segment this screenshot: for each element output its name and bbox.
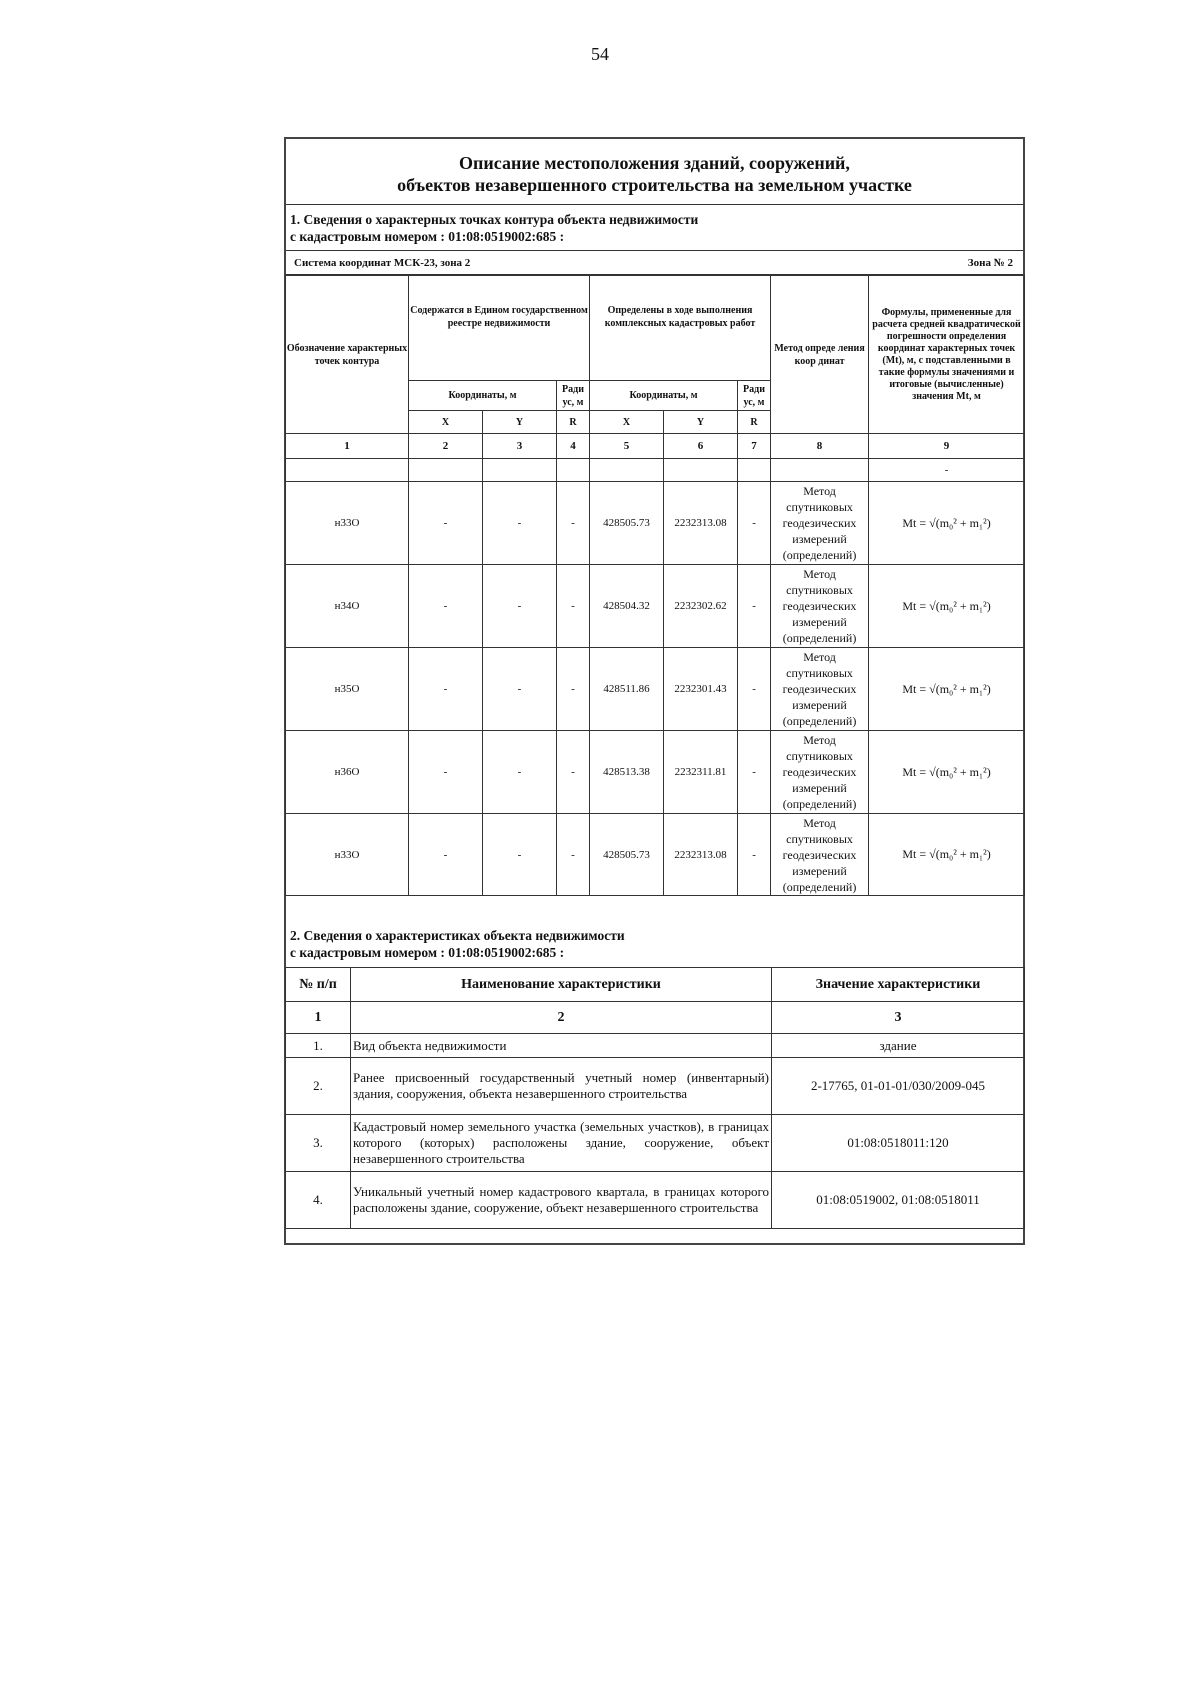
section-2-line-2: с кадастровым номером : 01:08:0519002:685 : (290, 945, 565, 960)
method: Метод спутниковых геодезических измерений (определений) (771, 731, 869, 814)
registry-x: - (409, 648, 483, 731)
table-row (286, 1115, 1025, 1172)
characteristic-name: Вид объекта недвижимости (351, 1034, 772, 1058)
point-name: н35О (286, 648, 409, 731)
col-num: 5 (590, 434, 664, 459)
complex-y: 2232302.62 (664, 565, 738, 648)
registry-y: - (483, 648, 557, 731)
table-row (286, 1034, 1025, 1058)
section-1-heading (286, 205, 1023, 251)
method: Метод спутниковых геодезических измерений (определений) (771, 814, 869, 896)
title-line-2: объектов незавершенного строительства на земельном участке (397, 175, 912, 195)
section-2-heading (286, 905, 1023, 967)
method: Метод спутниковых геодезических измерений (определений) (771, 565, 869, 648)
registry-r: - (557, 482, 590, 565)
characteristic-name: Кадастровый номер земельного участка (земельных участков), в границах которого (которых) расположены здание, сооружение, объект незавершенного строительства (351, 1115, 772, 1172)
coordinate-system: Система координат МСК-23, зона 2 (294, 257, 471, 269)
complex-x: 428504.32 (590, 565, 664, 648)
complex-x: 428505.73 (590, 814, 664, 896)
header-radius-registry: Ради ус, м (557, 381, 590, 411)
header-y-registry: Y (483, 411, 557, 434)
formula: Mt = √(m₀² + m₁²) (869, 731, 1025, 814)
registry-r: - (557, 648, 590, 731)
header-value: Значение характеристики (772, 968, 1025, 1002)
header-coords-registry: Координаты, м (409, 381, 557, 411)
registry-x: - (409, 814, 483, 896)
registry-x: - (409, 565, 483, 648)
formula: Mt = √(m₀² + m₁²) (869, 565, 1025, 648)
header-formulas: Формулы, примененные для расчета средней квадратической погрешности определения координат характерных точек (Mt), м, с подставленными в такие формулы значениями и итоговые (вычисленные) значения Mt, м (869, 276, 1025, 434)
col-num: 6 (664, 434, 738, 459)
point-name: н34О (286, 565, 409, 648)
col-num: 2 (351, 1002, 772, 1034)
section-1-line-1: 1. Сведения о характерных точках контура объекта недвижимости (290, 212, 699, 227)
header-complex: Определены в ходе выполнения комплексных кадастровых работ (590, 276, 771, 381)
method: Метод спутниковых геодезических измерений (определений) (771, 482, 869, 565)
header-name: Наименование характеристики (351, 968, 772, 1002)
col-num: 4 (557, 434, 590, 459)
col-num: 8 (771, 434, 869, 459)
registry-r: - (557, 565, 590, 648)
page-number: 54 (591, 44, 609, 64)
col-num: 9 (869, 434, 1025, 459)
col-num: 1 (286, 1002, 351, 1034)
header-coords-complex: Координаты, м (590, 381, 738, 411)
complex-r: - (738, 814, 771, 896)
registry-r: - (557, 814, 590, 896)
complex-x: 428505.73 (590, 482, 664, 565)
formula: Mt = √(m₀² + m₁²) (869, 482, 1025, 565)
registry-y: - (483, 731, 557, 814)
complex-y: 2232301.43 (664, 648, 738, 731)
document-frame (284, 137, 1025, 1245)
points-table (285, 275, 1025, 896)
section-2-line-1: 2. Сведения о характеристиках объекта недвижимости (290, 928, 625, 943)
empty-row-dash: - (869, 459, 1025, 482)
header-y-complex: Y (664, 411, 738, 434)
characteristic-name: Ранее присвоенный государственный учетный номер (инвентарный) здания, сооружения, объекта незавершенного строительства (351, 1058, 772, 1115)
table-row (286, 648, 1025, 731)
header-x-registry: X (409, 411, 483, 434)
coordinate-system-row (286, 251, 1023, 275)
complex-r: - (738, 565, 771, 648)
row-number: 1. (286, 1034, 351, 1058)
registry-y: - (483, 482, 557, 565)
col-num: 2 (409, 434, 483, 459)
characteristic-value: 2-17765, 01-01-01/030/2009-045 (772, 1058, 1025, 1115)
registry-y: - (483, 565, 557, 648)
zone-label: Зона № 2 (967, 257, 1013, 269)
table-row (286, 814, 1025, 896)
characteristic-value: здание (772, 1034, 1025, 1058)
header-method: Метод опреде ления коор динат (771, 276, 869, 434)
point-name: н33О (286, 814, 409, 896)
header-r-complex: R (738, 411, 771, 434)
registry-x: - (409, 482, 483, 565)
point-name: н33О (286, 482, 409, 565)
table-row (286, 1172, 1025, 1229)
header-registry: Содержатся в Едином государственном реестре недвижимости (409, 276, 590, 381)
complex-y: 2232313.08 (664, 482, 738, 565)
method: Метод спутниковых геодезических измерений (определений) (771, 648, 869, 731)
registry-x: - (409, 731, 483, 814)
complex-x: 428511.86 (590, 648, 664, 731)
row-number: 4. (286, 1172, 351, 1229)
empty-row (286, 459, 1025, 482)
header-r-registry: R (557, 411, 590, 434)
formula: Mt = √(m₀² + m₁²) (869, 814, 1025, 896)
complex-y: 2232311.81 (664, 731, 738, 814)
characteristics-table (285, 967, 1025, 1229)
col-num: 7 (738, 434, 771, 459)
row-number: 2. (286, 1058, 351, 1115)
complex-y: 2232313.08 (664, 814, 738, 896)
characteristic-value: 01:08:0519002, 01:08:0518011 (772, 1172, 1025, 1229)
complex-x: 428513.38 (590, 731, 664, 814)
table-row (286, 1058, 1025, 1115)
title-line-1: Описание местоположения зданий, сооружений, (459, 153, 850, 173)
header-number: № п/п (286, 968, 351, 1002)
col-num: 3 (772, 1002, 1025, 1034)
characteristic-name: Уникальный учетный номер кадастрового квартала, в границах которого расположены здание, сооружение, объект незавершенного строительства (351, 1172, 772, 1229)
col-num: 3 (483, 434, 557, 459)
col-num: 1 (286, 434, 409, 459)
row-number: 3. (286, 1115, 351, 1172)
formula: Mt = √(m₀² + m₁²) (869, 648, 1025, 731)
document-title (286, 139, 1023, 205)
table-row (286, 482, 1025, 565)
table-row (286, 731, 1025, 814)
header-radius-complex: Ради ус, м (738, 381, 771, 411)
section-1-line-2: с кадастровым номером : 01:08:0519002:685 : (290, 229, 565, 244)
complex-r: - (738, 731, 771, 814)
table-row (286, 565, 1025, 648)
complex-r: - (738, 482, 771, 565)
column-numbers-row (286, 434, 1025, 459)
header-designation: Обозначение характерных точек контура (286, 276, 409, 434)
registry-y: - (483, 814, 557, 896)
point-name: н36О (286, 731, 409, 814)
header-x-complex: X (590, 411, 664, 434)
complex-r: - (738, 648, 771, 731)
registry-r: - (557, 731, 590, 814)
characteristic-value: 01:08:0518011:120 (772, 1115, 1025, 1172)
